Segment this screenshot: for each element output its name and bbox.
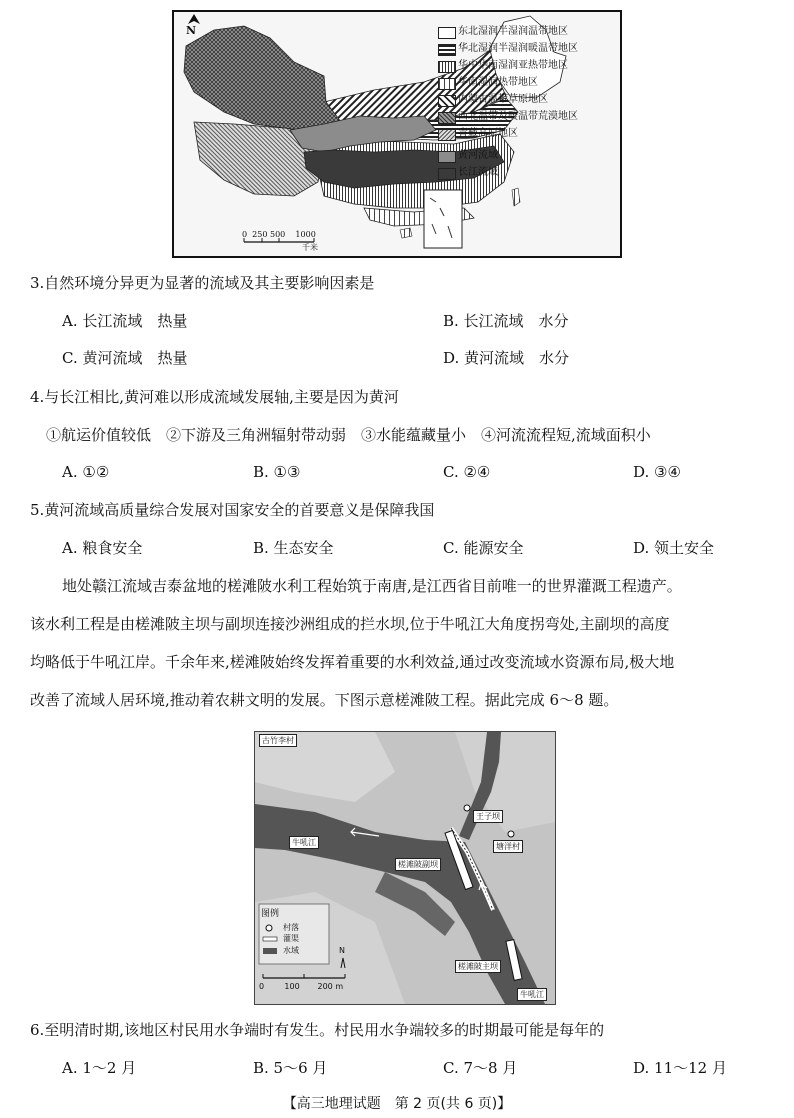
legend-item: 华中华南湿润亚热带地区 (458, 60, 568, 72)
scale-label: 0 100 200 m (259, 982, 344, 991)
legend-swatch (438, 129, 456, 141)
north-label: N (339, 946, 345, 955)
q4-option-c[interactable]: C. ②④ (443, 463, 491, 481)
label-secondary-dam: 槎滩陂副坝 (395, 858, 441, 871)
hainan (400, 228, 412, 238)
legend-swatch (438, 61, 456, 73)
q4-option-a[interactable]: A. ①② (62, 463, 110, 481)
legend-swatch (438, 95, 456, 107)
question-6-stem: 6.至明清时期,该地区村民用水争端时有发生。村民用水争端较多的时期最可能是每年的 (30, 1021, 605, 1039)
q3-option-c[interactable]: C. 黄河流域 热量 (62, 349, 188, 367)
legend-item: 东北湿润半湿润温带地区 (458, 26, 568, 38)
legend-water: 水域 (283, 946, 299, 955)
legend-item: 青藏高原地区 (458, 128, 518, 140)
china-region-map (172, 10, 622, 258)
north-arrow-icon (188, 14, 200, 24)
q6-option-a[interactable]: A. 1～2 月 (62, 1059, 137, 1077)
passage-line-3: 均略低于牛吼江岸。千余年来,槎滩陂始终发挥着重要的水利效益,通过改变流域水资源布局,极大地 (30, 653, 675, 671)
scale-label: 0 250 500 1000 (242, 230, 316, 239)
legend-item: 华北湿润半湿润暖温带地区 (458, 43, 578, 55)
legend-swatch (438, 151, 456, 163)
page-footer: 【高三地理试题 第 2 页(共 6 页)】 (282, 1096, 512, 1112)
legend-village: 村落 (283, 923, 299, 932)
passage-line-2: 该水利工程是由槎滩陂主坝与副坝连接沙洲组成的拦水坝,位于牛吼江大角度拐弯处,主副坝的高度 (30, 615, 670, 633)
passage-line-4: 改善了流域人居环境,推动着农耕文明的发展。下图示意槎滩陂工程。据此完成 6～8 题。 (30, 691, 619, 709)
q5-option-b[interactable]: B. 生态安全 (253, 539, 334, 557)
label-village-1: 古竹李村 (259, 734, 297, 747)
label-river-2: 牛吼江 (517, 988, 547, 1001)
legend-swatch (438, 27, 456, 39)
q3-option-d[interactable]: D. 黄河流域 水分 (443, 349, 570, 367)
village-icon (508, 831, 514, 837)
legend-title: 图例 (261, 909, 280, 919)
legend-item: 西北温带及暖温带荒漠地区 (458, 111, 578, 123)
legend-swatch (438, 112, 456, 124)
legend-item: 内蒙古温带草原地区 (458, 94, 548, 106)
q5-option-a[interactable]: A. 粮食安全 (62, 539, 143, 557)
q4-option-d[interactable]: D. ③④ (633, 463, 681, 481)
legend-swatch (438, 78, 456, 90)
legend-item: 长江流域 (458, 167, 498, 179)
question-4-stem: 4.与长江相比,黄河难以形成流域发展轴,主要是因为黄河 (30, 388, 399, 406)
legend-item: 华南湿润热带地区 (458, 77, 538, 89)
legend-village-icon (266, 925, 272, 931)
taiwan (512, 188, 520, 206)
region-northwest (184, 26, 344, 132)
chatanbei-map (254, 731, 556, 1005)
label-river-1: 牛吼江 (289, 836, 319, 849)
legend-swatch (438, 168, 456, 180)
north-label: N (186, 24, 197, 37)
question-3-stem: 3.自然环境分异更为显著的流域及其主要影响因素是 (30, 274, 375, 292)
legend-item: 黄河流域 (458, 150, 498, 162)
q6-option-c[interactable]: C. 7～8 月 (443, 1059, 518, 1077)
label-main-dam: 槎滩陂主坝 (455, 960, 501, 973)
label-village-3: 塘洋村 (493, 840, 523, 853)
q3-option-b[interactable]: B. 长江流域 水分 (443, 312, 569, 330)
label-village-2: 王子坝 (473, 810, 503, 823)
passage-line-1: 地处赣江流域吉泰盆地的槎滩陂水利工程始筑于南唐,是江西省目前唯一的世界灌溉工程遗产。 (62, 577, 682, 595)
q4-statements: ①航运价值较低 ②下游及三角洲辐射带动弱 ③水能蕴藏量小 ④河流流程短,流域面积小 (46, 426, 651, 444)
q4-option-b[interactable]: B. ①③ (253, 463, 301, 481)
q6-option-d[interactable]: D. 11～12 月 (633, 1059, 727, 1077)
q3-option-a[interactable]: A. 长江流域 热量 (62, 312, 188, 330)
q6-option-b[interactable]: B. 5～6 月 (253, 1059, 328, 1077)
scale-unit: 千米 (302, 243, 318, 252)
q5-option-d[interactable]: D. 领土安全 (633, 539, 715, 557)
south-china-sea-inset (424, 190, 462, 248)
legend-canal: 灌渠 (283, 934, 299, 943)
q5-option-c[interactable]: C. 能源安全 (443, 539, 524, 557)
legend-swatch (438, 44, 456, 56)
question-5-stem: 5.黄河流域高质量综合发展对国家安全的首要意义是保障我国 (30, 501, 435, 519)
village-icon (464, 805, 470, 811)
